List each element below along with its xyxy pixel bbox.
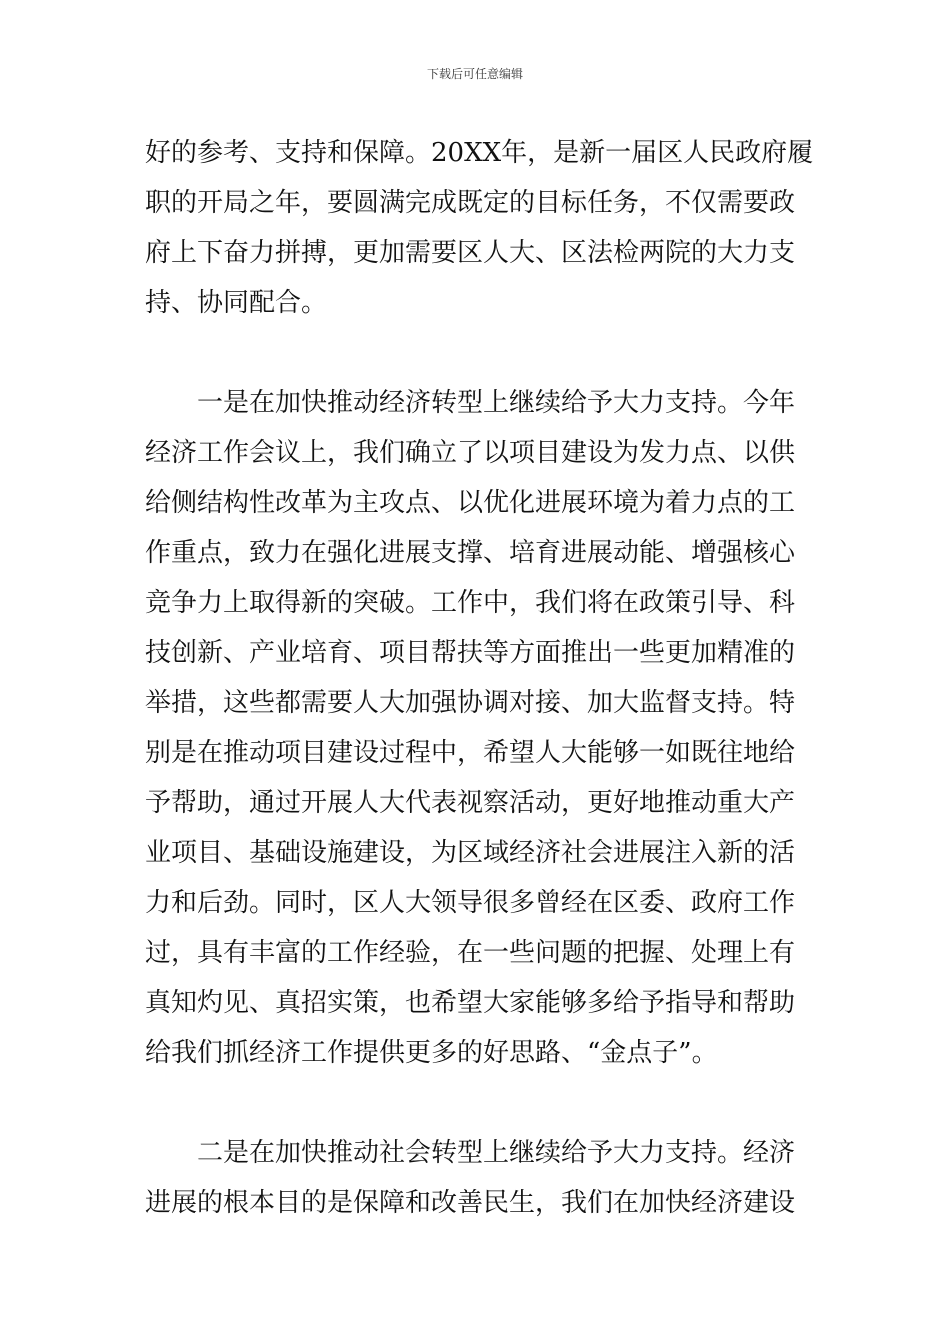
text-line: 给我们抓经济工作提供更多的好思路、“金点子”。 [145, 1038, 718, 1068]
paragraph [145, 128, 814, 328]
text-line: 别是在推动项目建设过程中，希望人大能够一如既往地给 [145, 738, 796, 768]
paragraph-gap [145, 328, 805, 378]
text-line: 竞争力上取得新的突破。工作中，我们将在政策引导、科 [145, 588, 796, 618]
text-line: 经济工作会议上，我们确立了以项目建设为发力点、以供 [145, 438, 796, 468]
text-line: 力和后劲。同时，区人大领导很多曾经在区委、政府工作 [145, 888, 796, 918]
document-body [145, 128, 814, 1228]
text-line: 一是在加快推动经济转型上继续给予大力支持。今年 [197, 388, 796, 418]
paragraph [145, 1128, 805, 1228]
text-line: 技创新、产业培育、项目帮扶等方面推出一些更加精准的 [145, 638, 796, 668]
text-line: 持、协同配合。 [145, 288, 328, 318]
text-line: 真知灼见、真招实策，也希望大家能够多给予指导和帮助 [145, 988, 796, 1018]
text-line: 作重点，致力在强化进展支撑、培育进展动能、增强核心 [145, 538, 796, 568]
text-line: 举措，这些都需要人大加强协调对接、加大监督支持。特 [145, 688, 796, 718]
paragraph [145, 378, 805, 1078]
text-line: 好的参考、支持和保障。20XX年，是新一届区人民政府履 [145, 138, 814, 168]
text-line: 给侧结构性改革为主攻点、以优化进展环境为着力点的工 [145, 488, 796, 518]
text-line: 二是在加快推动社会转型上继续给予大力支持。经济 [197, 1138, 796, 1168]
paragraph-gap [145, 1078, 805, 1128]
text-line: 过，具有丰富的工作经验，在一些问题的把握、处理上有 [145, 938, 796, 968]
text-line: 业项目、基础设施建设，为区域经济社会进展注入新的活 [145, 838, 796, 868]
page-header: 下载后可任意编辑 [426, 67, 523, 81]
text-line: 进展的根本目的是保障和改善民生，我们在加快经济建设 [145, 1188, 796, 1218]
text-line: 府上下奋力拼搏，更加需要区人大、区法检两院的大力支 [145, 238, 796, 268]
text-line: 予帮助，通过开展人大代表视察活动，更好地推动重大产 [145, 788, 796, 818]
text-line: 职的开局之年，要圆满完成既定的目标任务，不仅需要政 [145, 188, 796, 218]
